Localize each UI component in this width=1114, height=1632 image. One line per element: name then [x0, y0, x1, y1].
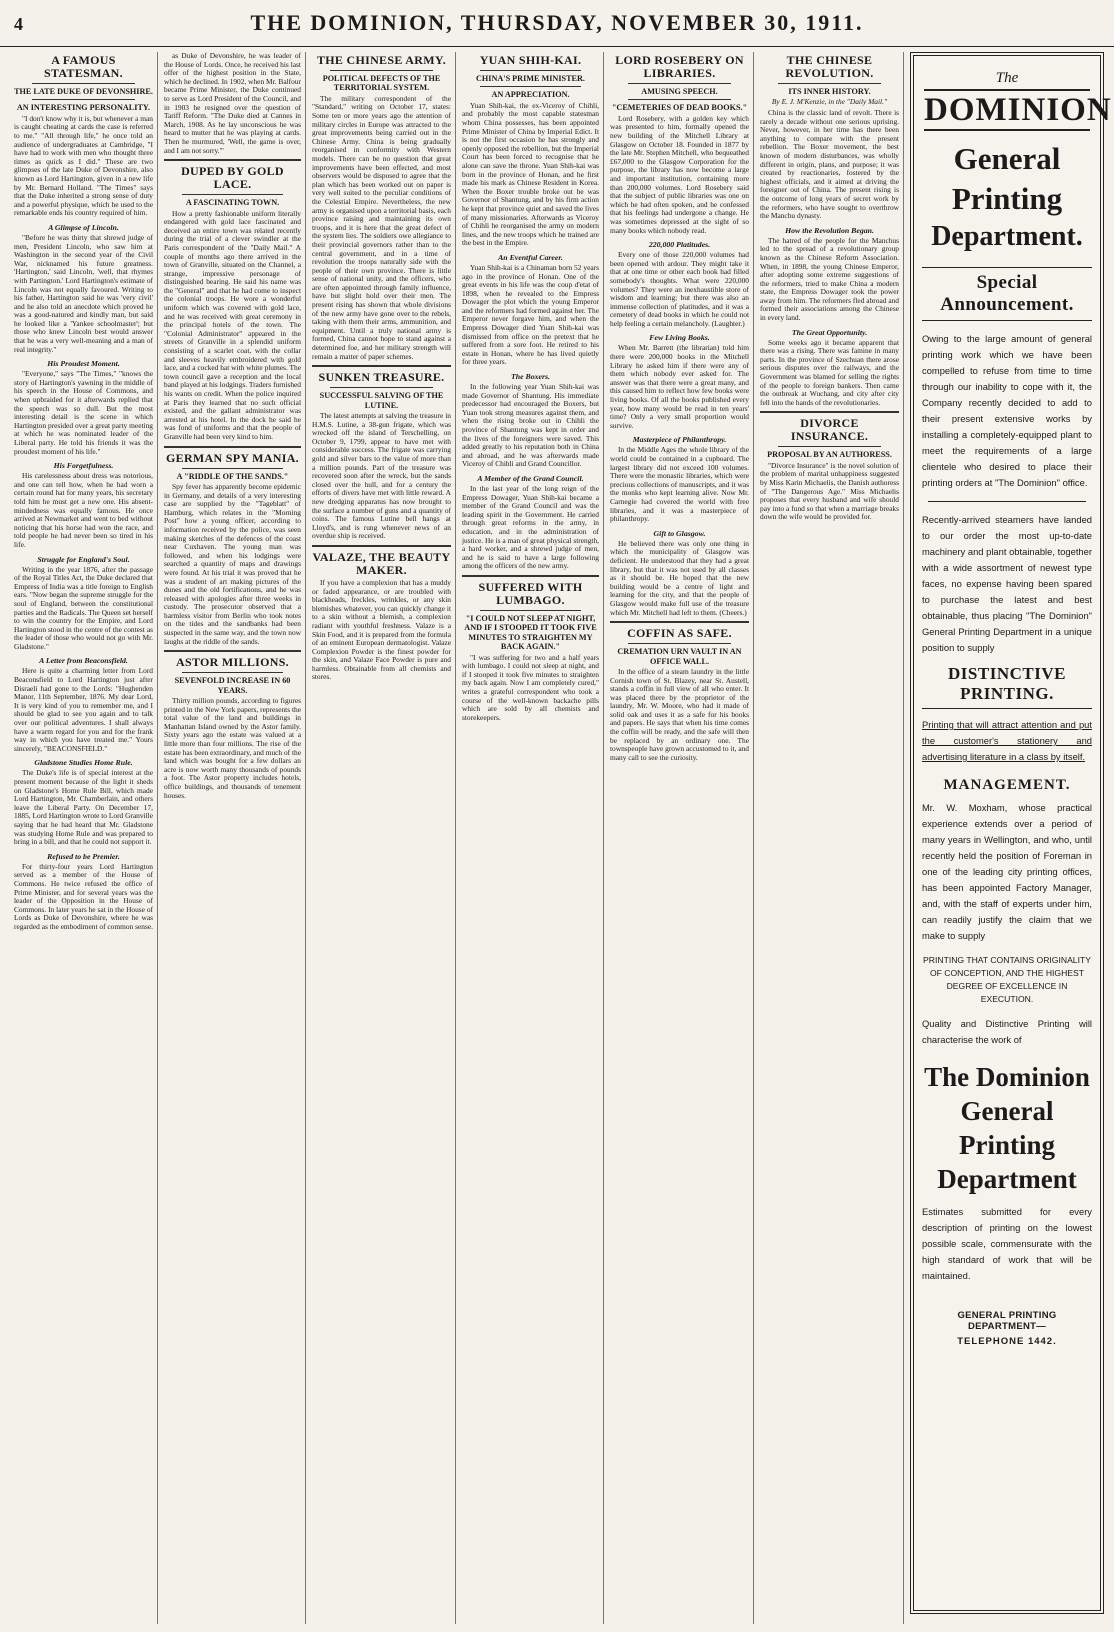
column-1 — [10, 52, 158, 1624]
article-divider — [164, 159, 301, 161]
ad-big-dominion: The Dominion General Printing — [924, 1062, 1090, 1160]
article-headline: A FAMOUS STATESMAN. — [44, 53, 123, 80]
article-paragraph: Thirty million pounds, according to figures printed in the New York papers, represents the total value of the land and buildings in Manhattan Island owned by the Astor family. Sixty years ago the estate was valued at a little more than four millions. The rise of the estate has been extraordinary, and much of the land which was bought for a few dollars an acre is now worth many thousands of pounds a foot. The Astor property includes hotels, office buildings, and thousands of tenement houses. — [164, 696, 302, 800]
column-5 — [606, 52, 754, 1624]
article-paragraph: When Mr. Barrett (the librarian) told him there were 200,000 books in the Mitchell Library he asked him if there were any of them which nobody ever asked for. The answer was that there were a great many, and this caused him to reflect how few books were living books. Of all the books published every year, how many would be read in ten years' time? Only a very small proportion would survive. — [610, 343, 749, 430]
subhead-rule — [778, 446, 881, 447]
article-paragraph: as Duke of Devonshire, he was leader of the House of Lords. Once, he received his last offer of the highest position in the State, which he declined. In 1902, when Mr. Balfour became Prime Minister, the Duke continued to serve as Lord President of the Council, and in 1903 he resigned over the question of Tariff Reform. "The Duke died at Cannes in March, 1908. As he lay unconscious he was heard to mutter that he was playing at cards. Then he murmured, 'Well, the game is over, and I am not sorry.'" — [164, 52, 301, 155]
article-paragraph: "Divorce Insurance" is the novel solution of the problem of marital unhappiness suggested by Miss Karin Michaelis, the Danish authoress of "The Dangerous Age." Miss Michaelis proposes that every husband and wife should pay into a fund so that when a marriage breaks down the wife would be provided for. — [760, 460, 899, 522]
ad-dominion-title: DOMINION — [924, 89, 1090, 131]
article-paragraph: If you have a complexion that has a muddy or faded appearance, or are troubled with blackheads, freckles, wrinkles, or any skin blemishes whatever, you can quickly change it to a skin without a blemish, a complexion radiant with youthful freshness. Valaze is a Skin Food, and it is prepared from the formula of an eminent European dermatologist. Valaze Complexion Powder is the finest powder for the skin, and Valaze Face Powder is pure and harmless. Obtainable from all chemists and stores. — [312, 577, 451, 682]
subhead-rule — [778, 83, 881, 84]
column-4 — [458, 52, 604, 1624]
article-headline: DIVORCE INSURANCE. — [790, 416, 869, 444]
article-headline: GERMAN SPY MANIA. — [166, 450, 299, 465]
article-paragraph: Spy fever has apparently become epidemic in Germany, and details of a very interesting case are supplied by the "Tageblatt" of Hamburg, which relates in the "Morning Post" how a young officer, according to information received by the police, was seen making sketches of the defences of the coast near Cuxhaven. The young man was followed, and when his lodgings were searched a quantity of maps and drawings were found. At his trial it was proved that he was a student of art making pictures of the dunes and the old fortifications, and he was released with apologies after three weeks in custody. The prosecutor observed that a harmless visitor from Berlin who took notes on the tides and the sandbanks had been suspected in the same way, and the town now laughs at the riddle of the sands. — [164, 481, 301, 646]
column-3 — [308, 52, 456, 1624]
ad-announcement-body: Owing to the large amount of general printing work which we have been compelled to refuse from time to time through our inability to cope with it, the Company recently decided to add to their present extensive works by installing a completely-equipped plant to meet the requirements of a large clientele who desired to place their printing orders at "The Dominion" office. — [922, 333, 1092, 488]
article-headline: THE CHINESE REVOLUTION. — [785, 53, 874, 80]
ad-general-printing: General Printing — [951, 141, 1063, 216]
article-paragraph: China is the classic land of revolt. There is rarely a decade without one serious uprising. Never, however, in her time has there been anything to compare with the present rebellion. The Boxer movement, the best known of modern disturbances, was wholly different in origin, plans, and purpose; it was created by reactionaries, fostered by the highest officials, and it aimed at driving the foreigner out of China. The present rising is the outcome of long years of secret work by the reformers, who have sought to overthrow the Manchu dynasty. — [760, 108, 899, 221]
article-headline: ASTOR MILLIONS. — [176, 655, 289, 670]
section-title: Refused to be Premier. — [47, 851, 120, 861]
ad-divider — [928, 501, 1086, 502]
subhead-rule — [330, 387, 433, 388]
section-title: How the Revolution Began. — [785, 225, 874, 235]
article-paragraph: His carelessness about dress was notorious, and one can tell how, when he had worn a certain round hat for many years, his secretary told him he must get a new one. His absent-mindedness was equally famous. He once arrived at Newmarket and went to bed without noticing that his horse had won the race, and told people he had never been so tired in his life. — [14, 471, 153, 549]
subhead-rule — [628, 643, 731, 644]
article-paragraph: The latest attempts at salving the treasure in H.M.S. Lutine, a 38-gun frigate, which was wrecked off the island of Terschelling, on October 9, 1799, appear to have met with considerable success. The frigate was carrying gold and silver bars to the value of more than a million pounds. Part of the treasure was recovered soon after the wreck, but the sands closed over the hull, and for a century the efforts of divers have met with little reward. A new dredging apparatus has now brought to the surface a number of guns and a quantity of coins. The famous Lutine bell hangs at Lloyd's, and is rung whenever news of an overdue ship is received. — [312, 411, 451, 541]
article-divider — [164, 446, 301, 448]
article-paragraph: Every one of those 220,000 volumes had been opened with ardour. They might take it that at one time or other each book had filled somebody's thoughts. What were 220,000 volumes? They were an inexhaustible store of wisdom and learning; but there was also an immense collection of platitudes, and it was a cemetery of dead books in which he could not help feeling a certain melancholy. (Laughter.) — [610, 250, 749, 328]
article-headline: THE CHINESE ARMY. — [316, 53, 447, 67]
article-subhead: AMUSING SPEECH. — [641, 87, 718, 96]
ad-big-department: Department — [937, 1164, 1077, 1194]
article-headline: COFFIN AS SAFE. — [627, 626, 732, 641]
article-headline: VALAZE, THE BEAUTY MAKER. — [312, 549, 451, 577]
subhead-rule — [182, 672, 283, 673]
article-paragraph: Yuan Shih-kai is a Chinaman born 52 years ago in the province of Honan. One of the great events in his life was the coup d'etat of 1898, when he revealed to the Empress Dowager the plot which the young Emperor and the reformers had formed against her. The Emperor never forgave him, and when the Empress Dowager died Yuan Shih-kai was dismissed from office on the pretext that he suffered from a sore foot. He retired to his estate in Honan, where he has lived quietly for three years. — [462, 262, 599, 367]
section-title: A Glimpse of Lincoln. — [48, 222, 119, 232]
article-subhead: A FASCINATING TOWN. — [185, 198, 280, 208]
article-headline: SUFFERED WITH LUMBAGO. — [478, 579, 583, 607]
printing-advertisement — [910, 52, 1112, 1614]
section-title: Gladstone Studies Home Rule. — [34, 758, 133, 768]
article-divider — [164, 650, 301, 652]
subhead-rule — [330, 70, 433, 71]
article-paragraph: "I don't know why it is, but whenever a man is caught cheating at cards the case is referred to me." "All through life," he once told an audience of undergraduates at Cambridge, "I have had to work with men who thought three times as quick as I did." These are two glimpses of the late Duke of Devonshire, also known as Lord Hartington, given in a new life by Mr. Bernard Holland. "The Times" says that the Duke inherited a strong sense of duty and a powerful physique, which he used to the remarkable ends his country required of him. — [14, 113, 153, 218]
ad-the: The — [995, 70, 1019, 86]
ad-steamers-body: Recently-arrived steamers have landed to our order the most up-to-date machinery and plant obtainable, together with a wide assortment of newest type faces, no expense having been spared to purchase the latest and best obtainable, thus placing "The Dominion" General Printing Department in a unique position to supply — [922, 514, 1092, 653]
section-title: Masterpiece of Philanthropy. — [632, 435, 727, 445]
ad-distinctive-printing: DISTINCTIVE PRINTING. — [922, 664, 1092, 709]
section-title: Few Living Books. — [649, 333, 710, 343]
subhead-rule — [32, 83, 135, 84]
subhead-rule — [32, 99, 135, 100]
article-divider — [760, 411, 899, 413]
section-title: His Proudest Moment. — [47, 359, 120, 369]
article-subhead: SUCCESSFUL SALVING OF THE LUTINE. — [319, 391, 444, 410]
subhead-rule — [182, 468, 283, 469]
ad-attract-body: Printing that will attract attention and put the customer's stationery and advertising literature in a class by itself. — [922, 719, 1092, 762]
article-subhead: PROPOSAL BY AN AUTHORESS. — [767, 450, 892, 460]
ad-telephone: TELEPHONE 1442. — [957, 1336, 1057, 1347]
page-body — [10, 52, 1112, 1624]
section-title: 220,000 Platitudes. — [648, 240, 711, 250]
article-subhead: THE LATE DUKE OF DEVONSHIRE. — [14, 87, 153, 96]
ad-footer: GENERAL PRINTING DEPARTMENT— — [957, 1310, 1057, 1332]
newspaper-title: THE DOMINION, THURSDAY, NOVEMBER 30, 1911. — [250, 10, 864, 35]
article-subhead: "CEMETERIES OF DEAD BOOKS." — [611, 103, 748, 113]
article-divider — [312, 365, 451, 367]
article-subhead: AN APPRECIATION. — [491, 90, 570, 100]
article-paragraph: In the office of a steam laundry in the little Cornish town of St. Blazey, near St. Austell, stands a coffin in full view of all who enter. It was placed there by the proprietor of the laundry, Mr. W. Moore, who had it made of solid oak and uses it as a safe for his books and papers. He says that when his time comes the coffin will be ready, and the safe will then be replaced by an ordinary one. The townspeople have grown accustomed to it, and many call to see the curiosity. — [610, 666, 749, 762]
column-2 — [160, 52, 306, 1624]
article-headline: YUAN SHIH-KAI. — [479, 53, 582, 67]
page-number: 4 — [14, 14, 23, 34]
ad-management-body: Mr. W. Moxham, whose practical experience extends over a period of many years in Wellington, and who, until recently held the position of Foreman in one of the leading city printing offices, has been appointed Factory Manager, and, with the staff of experts under him, can readily justify the claim that we make to supply — [922, 802, 1092, 941]
ad-quality: Quality and Distinctive Printing will characterise the work of — [922, 1018, 1092, 1045]
article-divider — [462, 575, 599, 577]
article-divider — [312, 545, 451, 547]
article-paragraph: How a pretty fashionable uniform literally endangered with gold lace fascinated and deceived an entire town was related recently during the trial of a clever swindler at the Paris correspondent of the "Daily Mail." A couple of months ago there arrived in the town of Granville, situated on the Channel, a strange, impressive personage of distinguished bearing. He said his name was the "General" and that he had come to inspect the colonial troops. He wore a wonderful uniform which was covered with gold lace, and he was received with great ceremony in the principal hotels of the town. The "Colonial Administrator" appeared in the streets of Granville in a splendid uniform consisting of a scarlet coat, with the collar and sleeves heavily embroidered with gold lace, and a cocked hat with white plumes. The town council gave a reception and the local band played at his lodgings. Traders furnished his wants on credit. When the police inquired at Paris they learned that no such official existed, and the gallant administrator was arrested at his hotel. In the dock he said he was fond of uniforms and that the people of Granville had been very kind to him. — [164, 208, 301, 441]
article-paragraph: Some weeks ago it became apparent that there was a rising. There was famine in many parts. In the province of Szechuan there arose serious disputes over the railways, and the Government was blamed for selling the rights of the people to foreign bankers. Then came the outbreak at Wuchang, and city after city fell into the hands of the revolutionaries. — [760, 337, 899, 407]
article-paragraph: Yuan Shih-kai, the ex-Viceroy of Chihli, and probably the most capable statesman whom China possesses, has been appointed Prime Minister of China by Imperial Edict. It is not the first occasion he has strongly and openly opposed the rebellion, but the Imperial Court has been forced to recognise that he alone can save the throne. Yuan Shih-kai was born in the province of Honan, and he first made his mark as Chinese Resident in Korea. When the Boxer trouble broke out he was Governor of Shantung, and by his firm action he kept that province quiet and saved the lives of many missionaries. Afterwards as Viceroy of Chihli he reorganised the army on modern lines, and the new troops which he trained are the best in the Empire. — [462, 100, 599, 248]
section-title: A Member of the Grand Council. — [477, 473, 584, 483]
article-paragraph: In the Middle Ages the whole library of the world could be contained in a cupboard. The largest library did not exceed 100 volumes. There were the monastic libraries, which were precious collections of manuscripts, and it was the monks who kept learning alive. Now Mr. Carnegie had covered the world with free libraries, and it was a masterpiece of philanthropy. — [610, 445, 749, 524]
article-subhead: AN INTERESTING PERSONALITY. — [16, 103, 151, 113]
article-subhead: POLITICAL DEFECTS OF THE TERRITORIAL SYSTEM. — [322, 74, 441, 93]
article-headline: LORD ROSEBERY ON LIBRARIES. — [615, 53, 744, 80]
section-title: An Eventful Career. — [498, 252, 563, 262]
article-paragraph: The Duke's life is of special interest at the present moment because of the light it sheds on Gladstone's Home Rule Bill, which made Lord Hartington, Mr. Chamberlain, and others leave the Liberal Party. On December 17, 1885, Lord Hartington wrote to Lord Granville saying that he had heard that Mr. Gladstone was studying Home Rule and was prepared to bring in a bill, and that he could not support it. — [14, 768, 153, 847]
article-subhead: A "RIDDLE OF THE SANDS." — [176, 471, 289, 481]
article-paragraph: He believed there was only one thing in which the municipality of Glasgow was deficient. He understood that they had a great library, but that it was not used by all classes as it should be. He hoped that the new building would be a centre of light and learning for the city, and that the people of Glasgow would make full use of the treasure which Mr. Mitchell had left to them. (Cheers.) — [610, 538, 749, 617]
article-subhead: "I COULD NOT SLEEP AT NIGHT, AND IF I STOOPED IT TOOK FIVE MINUTES TO STRAIGHTEN MY BACK AGAIN." — [464, 613, 597, 652]
article-paragraph: For thirty-four years Lord Hartington served as a member of the House of Commons. He twice refused the office of Prime Minister, and for several years was the leader of the Opposition in the House of Commons. In later years he sat in the House of Lords as Duke of Devonshire, where he was regarded as the embodiment of common sense. — [14, 861, 153, 931]
subhead-rule — [480, 70, 581, 71]
ad-department: Department. — [931, 221, 1083, 252]
article-paragraph: Here is quite a charming letter from Lord Beaconsfield to Lord Hartington just after Disraeli had gone to the Lords: "Hughenden Manor, 11th September, 1876. My dear Lord, It is very kind of you to remember me, and I should be glad to see you again and to talk over our political adventures. I shall always have a warm regard for you and for the frank way in which you have treated me." Yours sincerely, "BEACONSFIELD." — [14, 666, 153, 753]
article-subhead: SEVENFOLD INCREASE IN 60 YEARS. — [174, 676, 291, 695]
article-paragraph: The military correspondent of the "Standard," writing on October 17, states: Some ten or more years ago the attention of military circles in Europe was attracted to the great improvements being carried out in the Chinese Army. China is being gradually reorganised in conformity with Western models. There can be no question that great improvements have been effected, and most observers would be disposed to agree that the plan which has been worked out on paper is very well suited to the peculiar conditions of the Celestial Empire. Nevertheless, the new army is organised upon a territorial basis, each province raising and maintaining its own troops, and it is here that the great defect of the system lies. The soldiers owe allegiance to their provincial governors rather than to the central government, and in a time of revolution the troops naturally side with the people of their own province. There is little sense of national unity, and the officers, who are often appointed through family influence, have but slight hold over their men. The present rising has shown that whole divisions of the new army have gone over to the rebels, taking with them their arms, ammunition, and equipment. Until a truly national army is formed, China cannot hope to stand against a determined foe, and her military strength will remain a matter of paper schemes. — [312, 93, 451, 361]
section-title: The Boxers. — [511, 372, 550, 382]
section-title: His Forgetfulness. — [53, 461, 114, 471]
ad-management-title: MANAGEMENT. — [943, 777, 1071, 793]
article-paragraph: "I was suffering for two and a half years with lumbago. I could not sleep at night, and if I stooped it took five minutes to straighten my back again. Now I am completely cured," writes a grateful correspondent who took a course of the well-known backache pills which are sold by all chemists and storekeepers. — [462, 652, 599, 722]
article-headline: DUPED BY GOLD LACE. — [181, 164, 284, 192]
subhead-rule — [480, 86, 581, 87]
section-title: The Great Opportunity. — [791, 327, 868, 337]
article-paragraph: The hatred of the people for the Manchus led to the spread of a revolutionary group known as the Chinese Reform Association. When, in 1898, the young Chinese Emperor, after adopting some extreme suggestions of the reformers, tried to make China a modern state, the Empress Dowager took the power away from him. The reformers fled abroad and formed their associations among the Chinese in every land. — [760, 235, 899, 323]
subhead-rule — [182, 194, 283, 195]
subhead-rule — [480, 610, 581, 611]
ad-originality: PRINTING THAT CONTAINS ORIGINALITY OF CONCEPTION, AND THE HIGHEST DEGREE OF EXCELLENCE IN EXECUTION. — [923, 955, 1091, 1004]
section-title: Gift to Glasgow. — [653, 528, 706, 538]
article-paragraph: Lord Rosebery, with a golden key which was presented to him, formally opened the new building of the Mitchell Library at Glasgow on October 18. Founded in 1877 by the late Mr. Stephen Mitchell, who bequeathed £67,000 to the Glasgow Corporation for the purpose, the library has now become a large and important institution, containing more than 200,000 volumes. Lord Rosebery said that the subject of public libraries was one on which he had often spoken, and he confessed that his feelings had undergone a change. He was sometimes depressed at the sight of so many books which nobody read. — [610, 113, 749, 235]
section-title: A Letter from Beaconsfield. — [39, 656, 128, 666]
article-paragraph: In the following year Yuan Shih-kai was made Governor of Shantung. His immediate predecessor had encouraged the Boxers, but Yuan took strong measures against them, and when the rising broke out in Chihli the province of Shantung was kept in order and the lives of the foreigners were saved. This added greatly to his reputation both in China and abroad, and he was afterwards made Viceroy of Chihli and Grand Councillor. — [462, 382, 599, 469]
ad-estimates: Estimates submitted for every description of printing on the lowest possible scale, commensurate with the high standard of work that will be maintained. — [922, 1206, 1092, 1281]
article-paragraph: Writing in the year 1876, after the passage of the Royal Titles Act, the Duke declared that Empress of India was a title foreign to English ears. "Now began the supreme struggle for the soul of England, between the constitutional parties and the Radicals. The Queen set herself to win the country for the Empire, and Lord Hartington stood in the centre of the contest as the leader of those who would not go with Mr. Gladstone." — [14, 564, 153, 651]
subhead-rule — [628, 99, 731, 100]
article-paragraph: "Before he was thirty that shrewd judge of men, President Lincoln, who saw him at Washington in the second year of the Civil War, nicknamed his future greatness. 'Hartington,' said Lincoln, 'well, that rhymes with Partington.' Lord Hartington's estimate of Lincoln was not equally favoured. Writing to his father, Hartington said he was 'very civil' and he also told an anecdote which proved he was a good-natured and kindly man, but said he looked like a 'Yankee schoolmaster'; but those who knew Lincoln best would answer that he was a very well-meaning and a man of real integrity." — [14, 232, 153, 354]
article-headline: SUNKEN TREASURE. — [318, 370, 445, 385]
section-title: Struggle for England's Soul. — [37, 554, 130, 564]
article-divider — [610, 621, 749, 623]
subhead-rule — [628, 83, 731, 84]
masthead — [0, 0, 1114, 47]
article-paragraph: "Everyone," says "The Times," "knows the story of Hartington's yawning in the middle of his speech in the House of Commons, and when upbraided for it afterwards replied that the speech was so dull. But the most interesting detail is the scene in which Hartington presided over a great party meeting at which he was nominated leader of the Liberal party. He told his friends it was the proudest moment of his life." — [14, 369, 153, 456]
ad-special-announcement: Special Announcement. — [922, 267, 1092, 321]
article-subhead: CREMATION URN VAULT IN AN OFFICE WALL. — [617, 647, 742, 666]
article-subhead: ITS INNER HISTORY. — [788, 87, 871, 96]
article-subhead: CHINA'S PRIME MINISTER. — [476, 74, 585, 83]
column-6 — [756, 52, 904, 1624]
article-byline: By E. J. M'Kenzie, in the "Daily Mail." — [771, 97, 888, 107]
article-paragraph: In the last year of the long reign of the Empress Dowager, Yuan Shih-kai became a member of the Grand Council and was the leading spirit in the Government. He carried through great reforms in the army, in education, and in the administration of justice. He is a man of great physical strength, a hard worker, and a shrewd judge of men, and he is said to have a large following among the officers of the new army. — [462, 483, 599, 571]
